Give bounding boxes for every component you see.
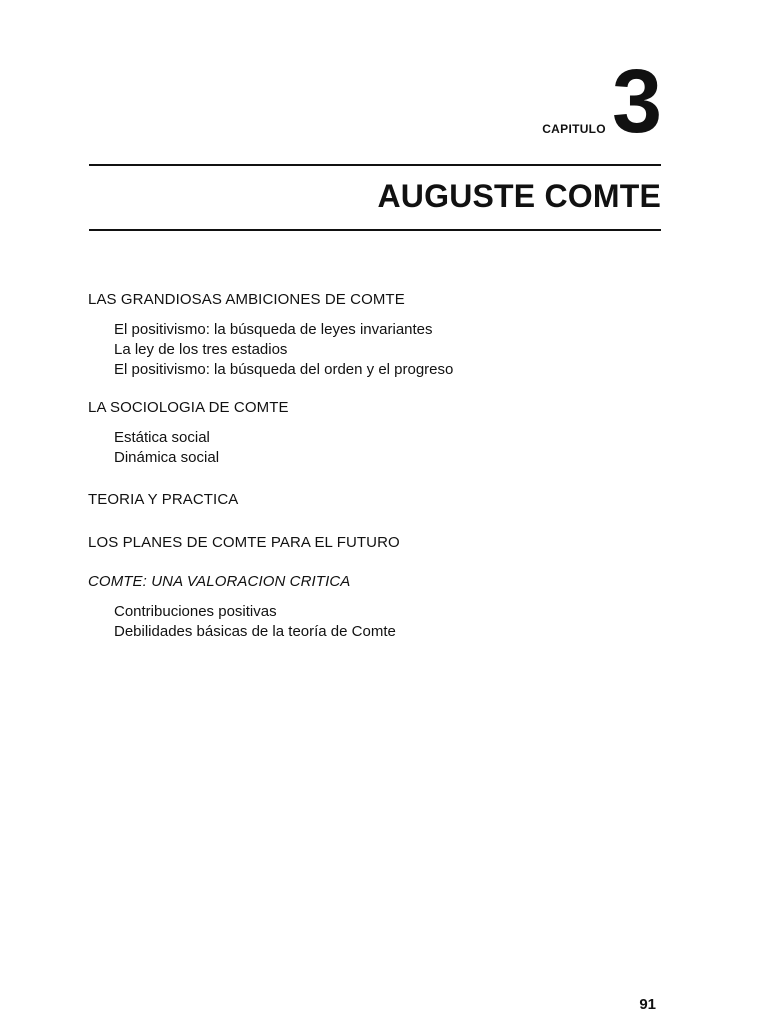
chapter-label: CAPITULO	[542, 122, 606, 136]
subsection-item: Estática social	[114, 429, 210, 446]
toc-section	[88, 290, 688, 380]
section-heading: TEORIA Y PRACTICA	[88, 491, 239, 508]
subsection-item: El positivismo: la búsqueda de leyes invariantes	[114, 321, 433, 338]
toc-section	[88, 572, 688, 642]
chapter-header	[542, 52, 660, 152]
toc-section	[88, 490, 688, 510]
subsection-item: El positivismo: la búsqueda del orden y el progreso	[114, 361, 454, 378]
subsection-list	[114, 602, 688, 642]
subsection-list	[114, 320, 688, 380]
top-divider	[89, 164, 661, 166]
toc-section	[88, 533, 688, 553]
toc-section	[88, 398, 688, 468]
subsection-item: La ley de los tres estadios	[114, 341, 288, 358]
section-heading: LOS PLANES DE COMTE PARA EL FUTURO	[88, 534, 400, 551]
subsection-item: Dinámica social	[114, 449, 220, 466]
chapter-title: AUGUSTE COMTE	[377, 178, 661, 214]
subsection-list	[114, 428, 688, 468]
bottom-divider	[89, 229, 661, 231]
chapter-number: 3	[611, 52, 660, 152]
section-heading: COMTE: UNA VALORACION CRITICA	[88, 573, 351, 590]
page-number: 91	[639, 996, 656, 1013]
section-heading: LAS GRANDIOSAS AMBICIONES DE COMTE	[88, 291, 405, 308]
chapter-contents	[88, 290, 688, 642]
section-heading: LA SOCIOLOGIA DE COMTE	[88, 399, 289, 416]
subsection-item: Debilidades básicas de la teoría de Comte	[114, 623, 396, 640]
subsection-item: Contribuciones positivas	[114, 603, 277, 620]
